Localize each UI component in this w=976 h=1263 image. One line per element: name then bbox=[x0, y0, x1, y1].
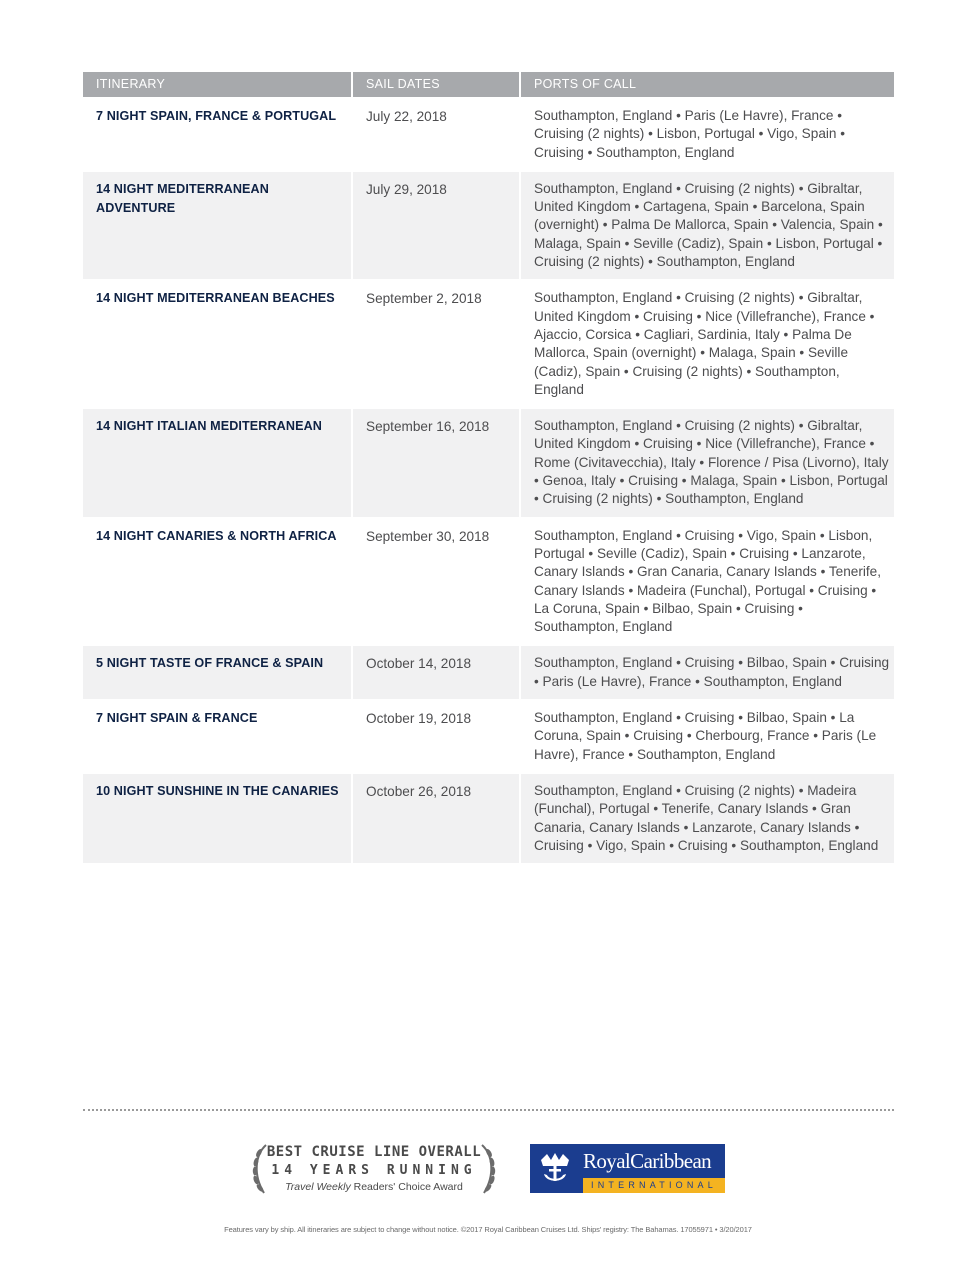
table-row bbox=[83, 519, 894, 645]
table-row bbox=[83, 99, 894, 170]
ports-of-call: Southampton, England • Cruising (2 nights) • Madeira (Funchal), Portugal • Tenerife, Canary Islands • Gran Canaria, Canary Islands • Lanzarote, Canary Islands • Cruising • Vigo, Spain • Cruising • Southampton, England bbox=[521, 774, 894, 863]
itinerary-name: 14 NIGHT MEDITERRANEAN ADVENTURE bbox=[83, 172, 351, 279]
table-row bbox=[83, 172, 894, 279]
sail-date: September 2, 2018 bbox=[366, 291, 482, 307]
sail-date: July 29, 2018 bbox=[353, 172, 519, 279]
award-badge bbox=[250, 1141, 498, 1197]
sail-date: October 14, 2018 bbox=[353, 646, 519, 699]
sail-date: October 19, 2018 bbox=[366, 711, 472, 727]
column-header-ports: PORTS OF CALL bbox=[521, 72, 894, 97]
ports-of-call: Southampton, England • Cruising • Bilbao, Spain • La Coruna, Spain • Cruising • Cherbourg, France • Paris (Le Havre), France • Southampton, England bbox=[534, 710, 877, 762]
ports-of-call: Southampton, England • Cruising (2 nights) • Gibraltar, United Kingdom • Cruising • Nice (Villefranche), France • Rome (Civitavecchia), Italy • Florence / Pisa (Livorno), Italy • Genoa, Italy • Cruising • Malaga, Spain • Lisbon, Portugal • Cruising (2 nights) • Southampton, England bbox=[521, 409, 894, 516]
award-publication: Travel Weekly bbox=[285, 1181, 351, 1193]
ports-of-call: Southampton, England • Cruising • Bilbao, Spain • Cruising • Paris (Le Havre), France • Southampton, England bbox=[521, 646, 894, 699]
itinerary-table bbox=[83, 72, 894, 863]
table-row bbox=[83, 774, 894, 863]
itinerary-name: 7 NIGHT SPAIN & FRANCE bbox=[96, 711, 258, 726]
award-title: BEST CRUISE LINE OVERALL bbox=[266, 1144, 482, 1160]
sail-date: September 16, 2018 bbox=[353, 409, 519, 516]
itinerary-name: 14 NIGHT CANARIES & NORTH AFRICA bbox=[96, 528, 337, 543]
crown-anchor-icon bbox=[537, 1150, 573, 1187]
column-header-sail-dates: SAIL DATES bbox=[353, 72, 519, 97]
sail-date: September 30, 2018 bbox=[366, 528, 490, 544]
table-row bbox=[83, 701, 894, 772]
royal-caribbean-logo bbox=[530, 1144, 725, 1193]
ports-of-call: Southampton, England • Paris (Le Havre), France • Cruising (2 nights) • Lisbon, Portugal • Vigo, Spain • Cruising • Southampton, England bbox=[534, 108, 845, 160]
dotted-divider bbox=[83, 1109, 894, 1111]
ports-of-call: Southampton, England • Cruising • Vigo, Spain • Lisbon, Portugal • Seville (Cadiz), Spain • Cruising • Lanzarote, Canary Islands • Gran Canaria, Canary Islands • Tenerife, Canary Islands • Madeira (Funchal), Portugal • Cruising • La Coruna, Spain • Bilbao, Spain • Cruising • Southampton, England bbox=[534, 527, 882, 635]
award-source bbox=[250, 1181, 498, 1193]
logo-name: RoyalCaribbean bbox=[583, 1149, 712, 1173]
logo-subtitle: INTERNATIONAL bbox=[583, 1178, 725, 1193]
itinerary-name: 10 NIGHT SUNSHINE IN THE CANARIES bbox=[83, 774, 351, 863]
award-years: 14 YEARS RUNNING bbox=[271, 1163, 477, 1178]
footer-disclaimer: Features vary by ship. All itineraries are subject to change without notice. ©2017 Royal Caribbean Cruises Ltd. Ships' registry: The Bahamas. 17055971 • 3/20/2017 bbox=[224, 1225, 752, 1234]
award-type: Readers' Choice Award bbox=[350, 1181, 463, 1193]
column-header-itinerary: ITINERARY bbox=[83, 72, 351, 97]
itinerary-name: 7 NIGHT SPAIN, FRANCE & PORTUGAL bbox=[96, 109, 337, 123]
sail-date: July 22, 2018 bbox=[366, 109, 447, 124]
sail-date: October 26, 2018 bbox=[353, 774, 519, 863]
table-row bbox=[83, 281, 894, 407]
table-row bbox=[83, 409, 894, 516]
itinerary-name: 14 NIGHT MEDITERRANEAN BEACHES bbox=[96, 291, 335, 306]
table-header bbox=[83, 72, 894, 97]
ports-of-call: Southampton, England • Cruising (2 nights) • Gibraltar, United Kingdom • Cruising • Nice (Villefranche), France • Ajaccio, Corsica • Cagliari, Sardinia, Italy • Palma De Mallorca, Spain (overnight) • Malaga, Spain • Seville (Cadiz), Spain • Cruising (2 nights) • Southampton, England bbox=[534, 290, 875, 397]
ports-of-call: Southampton, England • Cruising (2 nights) • Gibraltar, United Kingdom • Cartagena, Spain • Barcelona, Spain (overnight) • Palma De Mallorca, Spain • Valencia, Spain • Malaga, Spain • Seville (Cadiz), Spain • Lisbon, Portugal • Cruising (2 nights) • Southampton, England bbox=[521, 172, 894, 279]
itinerary-name: 5 NIGHT TASTE OF FRANCE & SPAIN bbox=[83, 646, 351, 699]
table-row bbox=[83, 646, 894, 699]
itinerary-name: 14 NIGHT ITALIAN MEDITERRANEAN bbox=[83, 409, 351, 516]
